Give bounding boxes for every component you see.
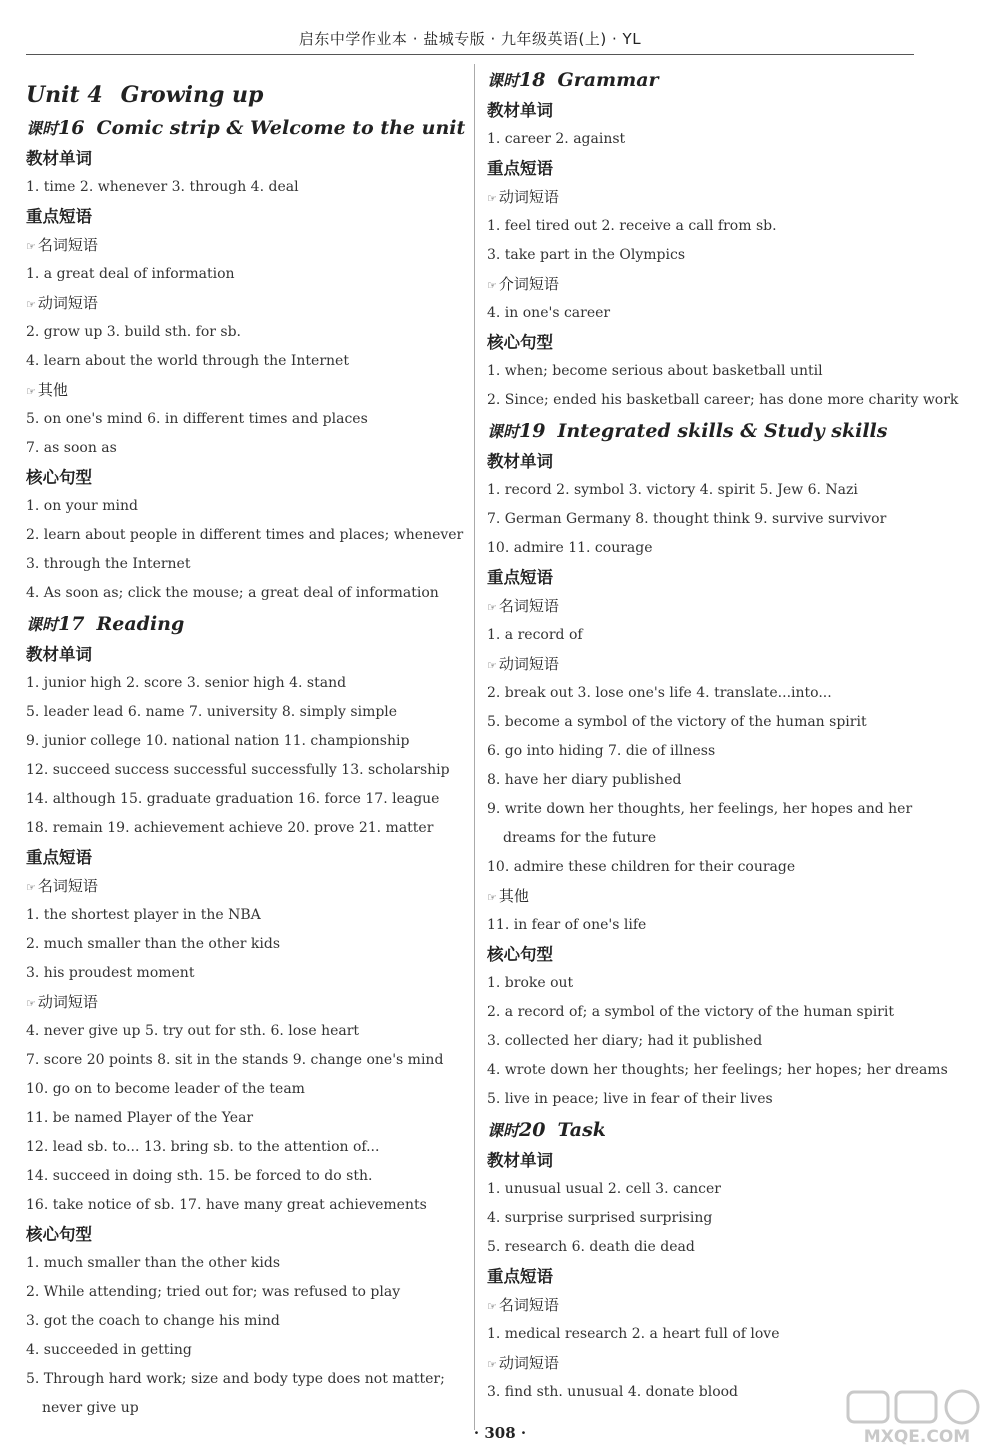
list-item: 1. a record of (487, 627, 583, 643)
lesson-number: 19 (519, 420, 546, 442)
list-item: 4. learn about the world through the Internet (26, 353, 349, 369)
list-item: 1. medical research 2. a heart full of love (487, 1326, 780, 1342)
list-item: 5. Through hard work; size and body type does not matter; (26, 1371, 445, 1387)
lesson-title: Task (557, 1119, 606, 1141)
lesson-keyword: 课时 (487, 422, 520, 441)
pointing-hand-icon: ☞ (487, 1300, 497, 1313)
left-column (26, 64, 466, 1423)
list-item: 7. score 20 points 8. sit in the stands 9. change one's mind (26, 1052, 444, 1068)
lesson-number: 16 (58, 117, 85, 139)
list-item: 2. a record of; a symbol of the victory of the human spirit (487, 1004, 894, 1020)
lesson16-vocab-list (26, 173, 466, 202)
watermark-text: MXQE.COM (863, 1427, 971, 1447)
subsection-verb-phrases: ☞ 动词短语 (487, 188, 559, 206)
section-vocabulary: 教材单词 (487, 1151, 553, 1170)
list-item: 9. write down her thoughts, her feelings, her hopes and her (487, 801, 913, 817)
pointing-hand-icon: ☞ (26, 298, 36, 311)
pointing-hand-icon: ☞ (26, 385, 36, 398)
list-item: 12. succeed success successful successfully 13. scholarship (26, 762, 450, 778)
list-item: 1. when; become serious about basketball until (487, 363, 823, 379)
list-item: 2. learn about people in different times and places; whenever (26, 527, 464, 543)
list-item: 7. German Germany 8. thought think 9. survive survivor (487, 511, 887, 527)
lesson-keyword: 课时 (26, 119, 59, 138)
section-phrases: 重点短语 (487, 568, 553, 587)
list-item: 3. find sth. unusual 4. donate blood (487, 1384, 739, 1400)
subsection-verb-phrases: ☞ 动词短语 (487, 1354, 559, 1372)
list-item: 10. admire these children for their courage (487, 859, 796, 875)
list-item-continuation: never give up (42, 1400, 139, 1416)
unit-title (26, 64, 466, 108)
list-item: 3. take part in the Olympics (487, 247, 686, 263)
pointing-hand-icon: ☞ (487, 192, 497, 205)
list-item: 18. remain 19. achievement achieve 20. prove 21. matter (26, 820, 434, 836)
lesson-18-heading (487, 64, 932, 96)
header-rule (26, 54, 914, 55)
lesson-19-heading (487, 415, 932, 447)
list-item: 1. career 2. against (487, 131, 626, 147)
section-key-sentences: 核心句型 (487, 945, 553, 964)
subsection-other: ☞ 其他 (26, 381, 68, 399)
list-item: 4. wrote down her thoughts; her feelings; her hopes; her dreams (487, 1062, 948, 1078)
list-item: 5. leader lead 6. name 7. university 8. simply simple (26, 704, 398, 720)
unit-name: Growing up (120, 82, 264, 108)
list-item: 3. through the Internet (26, 556, 191, 572)
section-phrases: 重点短语 (487, 1267, 553, 1286)
list-item: 7. as soon as (26, 440, 117, 456)
list-item: 1. a great deal of information (26, 266, 235, 282)
section-vocabulary: 教材单词 (26, 149, 92, 168)
column-divider (474, 64, 475, 1430)
right-column (487, 64, 959, 1407)
lesson-title: Integrated skills & Study skills (557, 420, 888, 442)
pointing-hand-icon: ☞ (487, 279, 497, 292)
list-item: 1. unusual usual 2. cell 3. cancer (487, 1181, 721, 1197)
list-item: 4. succeeded in getting (26, 1342, 192, 1358)
subsection-noun-phrases: ☞ 名词短语 (26, 877, 98, 895)
section-key-sentences: 核心句型 (487, 333, 553, 352)
list-item: 16. take notice of sb. 17. have many great achievements (26, 1197, 427, 1213)
list-item: 1. on your mind (26, 498, 138, 514)
lesson-number: 17 (58, 613, 85, 635)
subsection-noun-phrases: ☞ 名词短语 (487, 597, 559, 615)
pointing-hand-icon: ☞ (26, 997, 36, 1010)
list-item: 11. in fear of one's life (487, 917, 647, 933)
list-item: 3. got the coach to change his mind (26, 1313, 280, 1329)
list-item: 8. have her diary published (487, 772, 682, 788)
list-item: 14. although 15. graduate graduation 16. force 17. league (26, 791, 440, 807)
lesson-title: Comic strip & Welcome to the unit (96, 117, 466, 139)
section-vocabulary: 教材单词 (487, 101, 553, 120)
list-item: 1. broke out (487, 975, 574, 991)
watermark-logo (842, 1388, 992, 1448)
list-item: 5. live in peace; live in fear of their lives (487, 1091, 773, 1107)
section-key-sentences: 核心句型 (26, 1225, 92, 1244)
list-item: 4. surprise surprised surprising (487, 1210, 713, 1226)
subsection-other: ☞ 其他 (487, 887, 529, 905)
section-phrases: 重点短语 (26, 207, 92, 226)
list-item: 5. research 6. death die dead (487, 1239, 695, 1255)
list-item: 2. Since; ended his basketball career; has done more charity work (487, 392, 959, 408)
lesson-keyword: 课时 (26, 615, 59, 634)
subsection-verb-phrases: ☞ 动词短语 (26, 993, 98, 1011)
list-item: 3. collected her diary; had it published (487, 1033, 763, 1049)
lesson-number: 20 (519, 1119, 546, 1141)
lesson-keyword: 课时 (487, 71, 520, 90)
list-item: 5. on one's mind 6. in different times and places (26, 411, 368, 427)
section-phrases: 重点短语 (487, 159, 553, 178)
list-item: 1. time 2. whenever 3. through 4. deal (26, 179, 299, 195)
lesson-17-heading (26, 608, 466, 640)
section-phrases: 重点短语 (26, 848, 92, 867)
list-item: 6. go into hiding 7. die of illness (487, 743, 716, 759)
section-vocabulary: 教材单词 (487, 452, 553, 471)
subsection-verb-phrases: ☞ 动词短语 (487, 655, 559, 673)
list-item: 5. become a symbol of the victory of the human spirit (487, 714, 867, 730)
list-item: 3. his proudest moment (26, 965, 195, 981)
page-number: · 308 · (473, 1424, 527, 1442)
list-item: 4. in one's career (487, 305, 611, 321)
pointing-hand-icon: ☞ (26, 881, 36, 894)
section-key-sentences: 核心句型 (26, 468, 92, 487)
list-item-continuation: dreams for the future (503, 830, 657, 846)
list-item: 10. admire 11. courage (487, 540, 653, 556)
section-vocabulary: 教材单词 (26, 645, 92, 664)
pointing-hand-icon: ☞ (487, 659, 497, 672)
lesson-title: Grammar (557, 69, 659, 91)
list-item: 4. never give up 5. try out for sth. 6. lose heart (26, 1023, 360, 1039)
list-item: 9. junior college 10. national nation 11. championship (26, 733, 410, 749)
list-item: 14. succeed in doing sth. 15. be forced to do sth. (26, 1168, 373, 1184)
pointing-hand-icon: ☞ (487, 891, 497, 904)
list-item: 2. break out 3. lose one's life 4. translate...into... (487, 685, 832, 701)
list-item: 1. junior high 2. score 3. senior high 4. stand (26, 675, 347, 691)
subsection-prep-phrases: ☞ 介词短语 (487, 275, 559, 293)
list-item: 10. go on to become leader of the team (26, 1081, 305, 1097)
list-item: 11. be named Player of the Year (26, 1110, 254, 1126)
pointing-hand-icon: ☞ (487, 601, 497, 614)
pointing-hand-icon: ☞ (487, 1358, 497, 1371)
list-item: 12. lead sb. to... 13. bring sb. to the attention of... (26, 1139, 380, 1155)
lesson-16-heading (26, 112, 466, 144)
list-item: 1. much smaller than the other kids (26, 1255, 281, 1271)
lesson-20-heading (487, 1114, 932, 1146)
unit-label: Unit 4 (26, 82, 103, 108)
subsection-noun-phrases: ☞ 名词短语 (26, 236, 98, 254)
subsection-verb-phrases: ☞ 动词短语 (26, 294, 98, 312)
list-item: 2. grow up 3. build sth. for sb. (26, 324, 241, 340)
list-item: 1. record 2. symbol 3. victory 4. spirit 5. Jew 6. Nazi (487, 482, 858, 498)
list-item: 4. As soon as; click the mouse; a great deal of information (26, 585, 439, 601)
lesson-number: 18 (519, 69, 546, 91)
subsection-noun-phrases: ☞ 名词短语 (487, 1296, 559, 1314)
list-item: 1. feel tired out 2. receive a call from sb. (487, 218, 777, 234)
list-item: 2. While attending; tried out for; was refused to play (26, 1284, 401, 1300)
pointing-hand-icon: ☞ (26, 240, 36, 253)
list-item: 2. much smaller than the other kids (26, 936, 281, 952)
lesson-keyword: 课时 (487, 1121, 520, 1140)
lesson-title: Reading (96, 613, 185, 635)
running-header: 启东中学作业本 · 盐城专版 · 九年级英语(上) · YL (298, 30, 642, 48)
list-item: 1. the shortest player in the NBA (26, 907, 261, 923)
